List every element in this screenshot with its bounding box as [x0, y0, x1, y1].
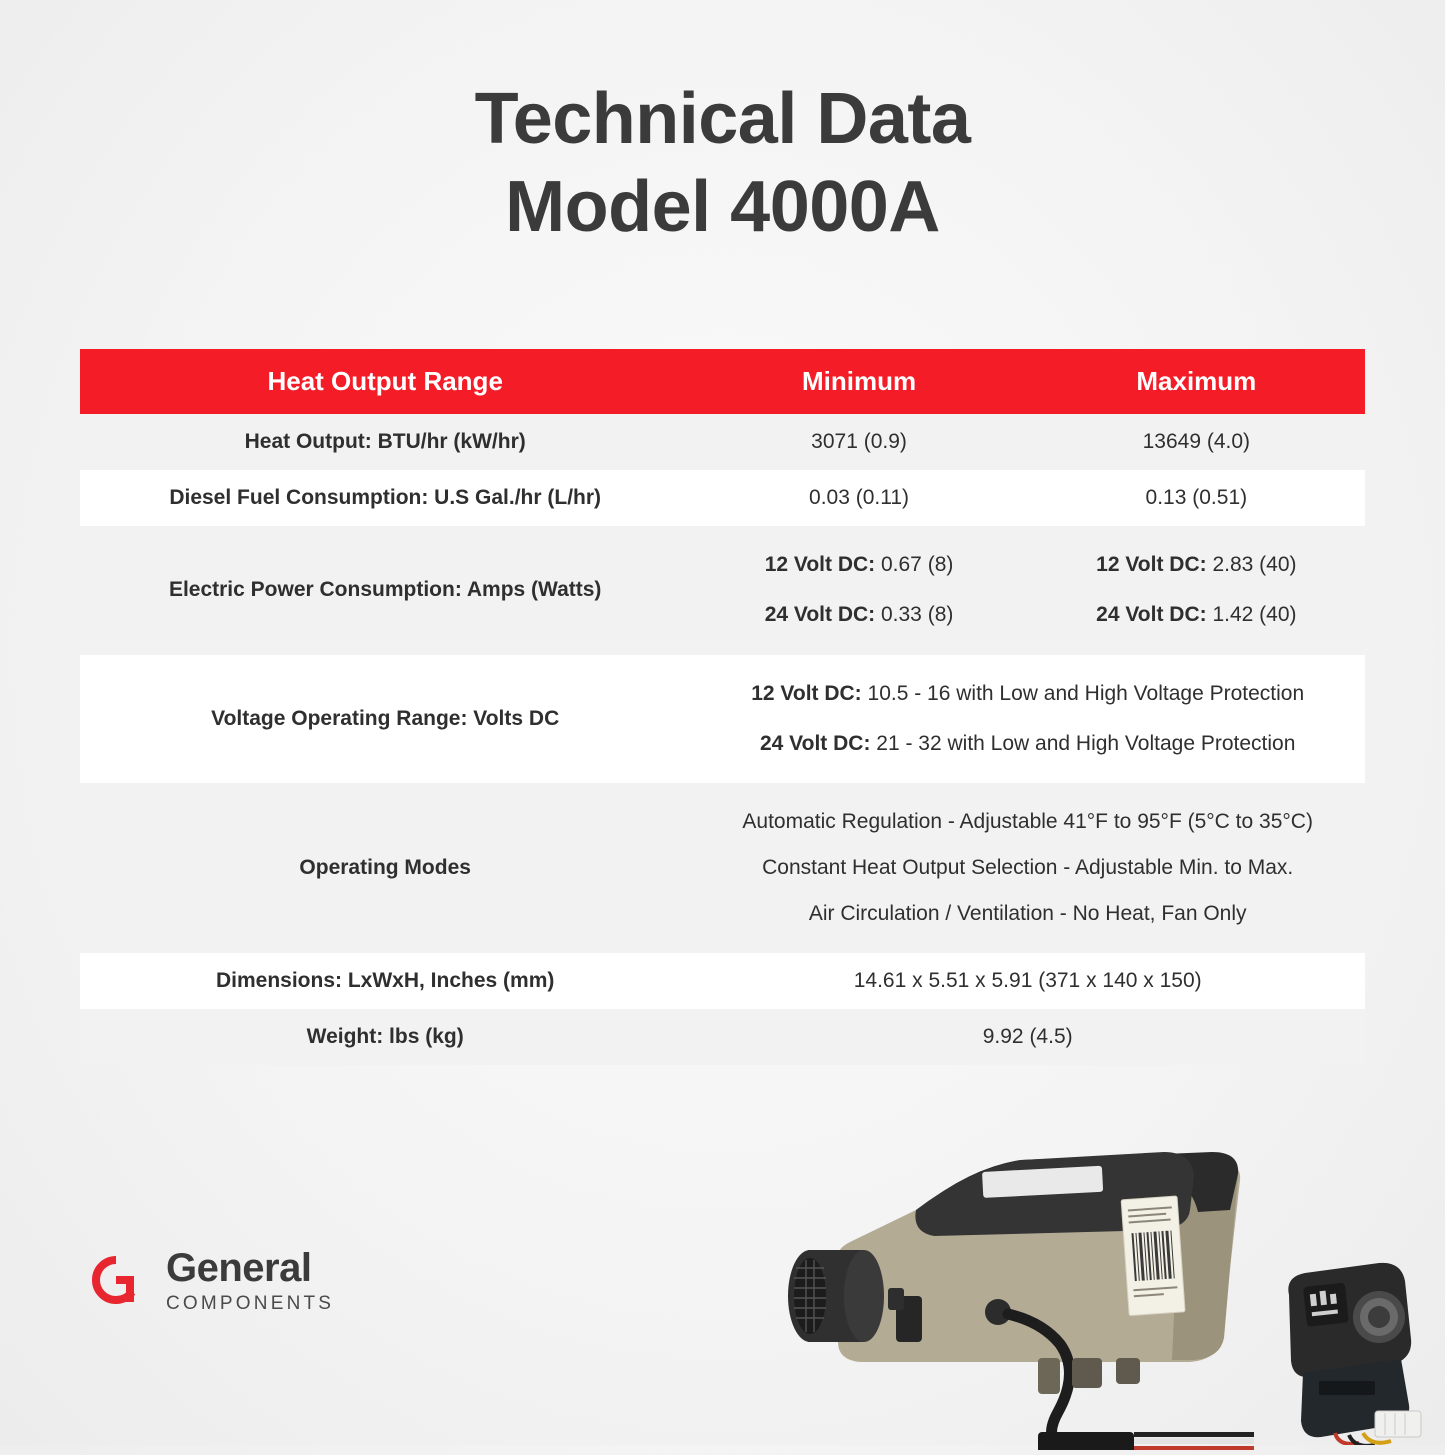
- operating-mode-2: Constant Heat Output Selection - Adjustable Min. to Max.: [762, 856, 1294, 879]
- page-title: [0, 0, 1445, 252]
- voltage-12v-value: 10.5 - 16 with Low and High Voltage Protection: [861, 681, 1305, 705]
- row-label-electric-power-consumption: Electric Power Consumption: Amps (Watts): [80, 526, 690, 655]
- voltage-12v: [700, 671, 1355, 717]
- row-label-dimensions: Dimensions: LxWxH, Inches (mm): [80, 953, 690, 1009]
- cell-weight: 9.92 (4.5): [690, 1009, 1365, 1065]
- table-row: [80, 953, 1365, 1009]
- operating-mode-3: Air Circulation / Ventilation - No Heat, Fan Only: [808, 902, 1247, 925]
- row-label-weight: Weight: lbs (kg): [80, 1009, 690, 1065]
- table-row: [80, 655, 1365, 784]
- gc-logo-icon: [86, 1250, 148, 1312]
- cell-heat-output-max: 13649 (4.0): [1028, 414, 1365, 470]
- power-max-24v-prefix: 24 Volt DC:: [1096, 603, 1207, 627]
- header-maximum: Maximum: [1028, 349, 1365, 414]
- row-label-heat-output: Heat Output: BTU/hr (kW/hr): [80, 414, 690, 470]
- table-header-row: [80, 349, 1365, 414]
- power-min-24v-value: 0.33 (8): [875, 603, 954, 627]
- row-label-operating-modes: Operating Modes: [80, 783, 690, 953]
- power-max-12v-prefix: 12 Volt DC:: [1096, 553, 1207, 576]
- power-min-12v-prefix: 12 Volt DC:: [764, 553, 876, 576]
- power-min-12v-value: 0.67 (8): [875, 553, 954, 576]
- table-row: [80, 470, 1365, 526]
- power-max-12v: [1038, 542, 1355, 588]
- power-max-24v: [1038, 588, 1355, 638]
- header-heat-output-range: Heat Output Range: [80, 349, 690, 414]
- power-max-12v-value: 2.83 (40): [1206, 553, 1297, 576]
- product-image-controller: [1275, 1255, 1435, 1445]
- power-max-24v-value: 1.42 (40): [1206, 603, 1297, 627]
- table-row: [80, 414, 1365, 470]
- cell-heat-output-min: 3071 (0.9): [690, 414, 1027, 470]
- power-min-12v: [700, 542, 1017, 588]
- page-title-line-1: Technical Data: [474, 79, 971, 159]
- cell-power-min: [690, 526, 1027, 655]
- voltage-24v: [700, 717, 1355, 767]
- brand-logo: [86, 1248, 334, 1313]
- power-min-24v-prefix: 24 Volt DC:: [764, 603, 876, 627]
- voltage-24v-prefix: 24 Volt DC:: [759, 731, 871, 755]
- row-label-diesel-fuel-consumption: Diesel Fuel Consumption: U.S Gal./hr (L/hr): [80, 470, 690, 526]
- voltage-12v-prefix: 12 Volt DC:: [751, 681, 862, 705]
- page-title-line-2: Model 4000A: [505, 166, 940, 247]
- cell-fuel-min: 0.03 (0.11): [690, 470, 1027, 526]
- spec-table: [80, 349, 1365, 1065]
- cell-operating-modes: [690, 783, 1365, 953]
- product-image-heater: [720, 1060, 1360, 1450]
- cell-power-max: [1028, 526, 1365, 655]
- spec-table-container: [80, 349, 1365, 1065]
- table-row: [80, 526, 1365, 655]
- operating-mode-1: Automatic Regulation - Adjustable 41°F to 95°F (5°C to 35°C): [742, 810, 1313, 833]
- brand-name: General: [166, 1246, 312, 1290]
- cell-fuel-max: 0.13 (0.51): [1028, 470, 1365, 526]
- row-label-voltage-operating-range: Voltage Operating Range: Volts DC: [80, 655, 690, 784]
- table-row: [80, 783, 1365, 953]
- brand-subtitle: COMPONENTS: [166, 1293, 335, 1314]
- cell-voltage-range: [690, 655, 1365, 784]
- cell-dimensions: 14.61 x 5.51 x 5.91 (371 x 140 x 150): [690, 953, 1365, 1009]
- brand-logo-text: [166, 1248, 334, 1313]
- power-min-24v: [700, 588, 1017, 638]
- voltage-24v-value: 21 - 32 with Low and High Voltage Protection: [870, 731, 1296, 755]
- header-minimum: Minimum: [690, 349, 1027, 414]
- table-row: [80, 1009, 1365, 1065]
